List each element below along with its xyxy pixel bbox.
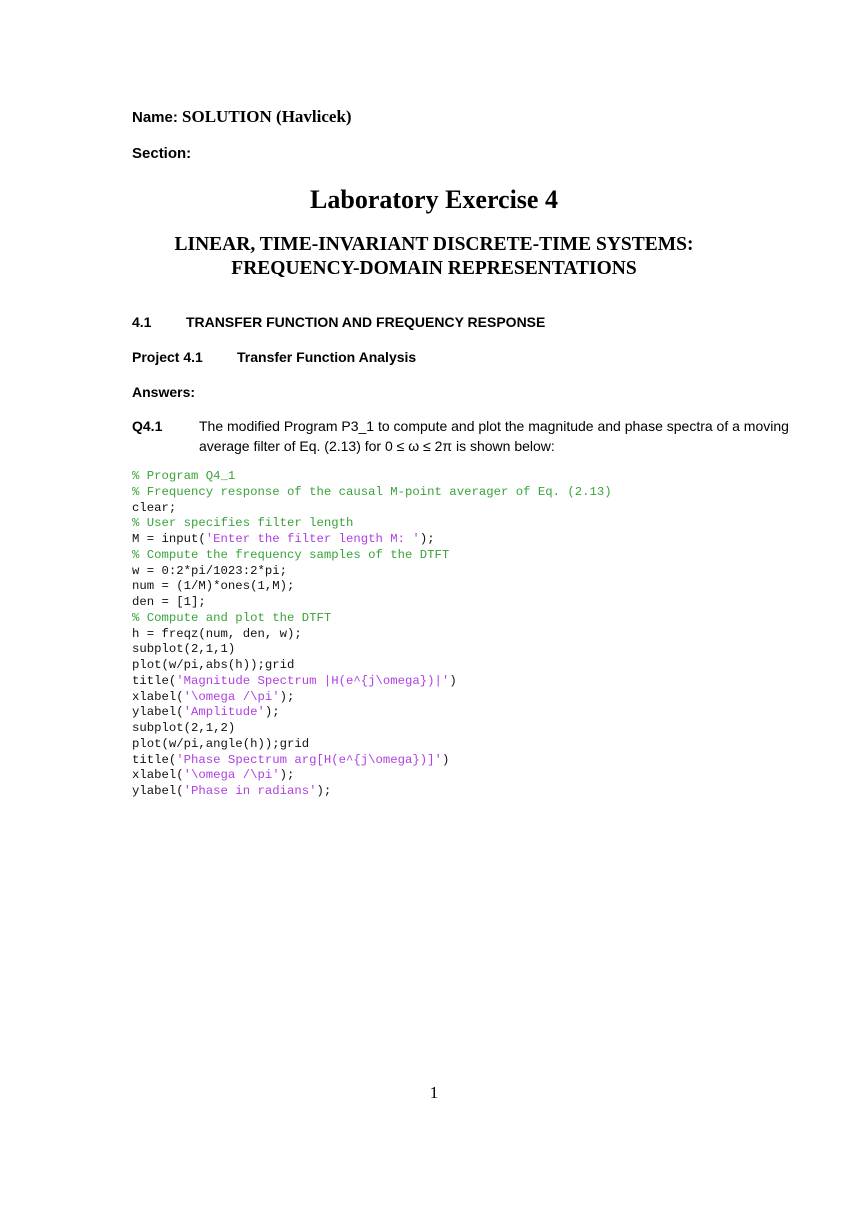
code-comment: % Compute the frequency samples of the DTFT xyxy=(132,547,450,562)
code-line xyxy=(132,721,612,737)
code-text: ); xyxy=(316,784,332,798)
name-label: Name: xyxy=(132,109,178,126)
code-text: M = input( xyxy=(132,532,206,546)
name-field xyxy=(132,107,352,127)
code-listing xyxy=(132,469,612,800)
code-text: den = [1]; xyxy=(132,595,206,609)
page-number: 1 xyxy=(429,1083,439,1102)
code-line xyxy=(132,737,612,753)
code-text: xlabel( xyxy=(132,689,184,704)
section-label: Section: xyxy=(132,145,192,162)
code-comment: % Frequency response of the causal M-point averager of Eq. (2.13) xyxy=(132,484,612,499)
code-text: ) xyxy=(441,752,450,767)
question-text-line2: average filter of Eq. (2.13) for 0 ≤ ω ≤ 2π is shown below: xyxy=(199,438,555,454)
code-text: ); xyxy=(264,705,280,720)
code-string: 'Amplitude' xyxy=(183,705,265,720)
project-title: Transfer Function Analysis xyxy=(237,349,417,365)
code-text: ylabel( xyxy=(132,784,184,798)
code-comment: % Program Q4_1 xyxy=(132,469,236,483)
code-line xyxy=(132,516,612,532)
code-line xyxy=(132,469,612,485)
code-text: ); xyxy=(279,689,295,704)
code-line xyxy=(132,753,612,769)
project-number: Project 4.1 xyxy=(132,349,203,365)
answers-label: Answers: xyxy=(132,384,196,400)
code-text: subplot(2,1,2) xyxy=(132,721,236,735)
code-line xyxy=(132,768,612,784)
code-string: '\omega /\pi' xyxy=(183,689,280,704)
code-text: num = (1/M)*ones(1,M); xyxy=(132,579,295,594)
code-text: ) xyxy=(449,673,457,688)
code-text: clear; xyxy=(132,500,177,515)
code-line xyxy=(132,548,612,564)
code-comment: % User specifies filter length xyxy=(132,516,354,531)
question-text-line1: The modified Program P3_1 to compute and plot the magnitude and phase spectra of a moving xyxy=(199,418,789,434)
document-title: Laboratory Exercise 4 xyxy=(310,185,558,214)
code-text: w = 0:2*pi/1023:2*pi; xyxy=(132,563,287,578)
code-text: ylabel( xyxy=(132,705,184,720)
code-text: plot(w/pi,abs(h));grid xyxy=(132,658,295,672)
code-text: h = freqz(num, den, w); xyxy=(132,626,302,641)
code-comment: % Compute and plot the DTFT xyxy=(132,610,332,625)
code-string: 'Magnitude Spectrum |H(e^{j\omega})|' xyxy=(176,673,450,688)
code-line xyxy=(132,642,612,658)
code-line xyxy=(132,485,612,501)
code-text: title( xyxy=(132,752,177,767)
code-line xyxy=(132,690,612,706)
section-number: 4.1 xyxy=(132,314,152,330)
code-line xyxy=(132,595,612,611)
code-line xyxy=(132,501,612,517)
code-line xyxy=(132,705,612,721)
code-string: 'Phase in radians' xyxy=(183,784,317,798)
code-line xyxy=(132,784,612,800)
code-text: ); xyxy=(279,768,295,783)
code-text: xlabel( xyxy=(132,768,184,783)
code-string: 'Enter the filter length M: ' xyxy=(205,532,420,546)
section-title: TRANSFER FUNCTION AND FREQUENCY RESPONSE xyxy=(186,314,546,330)
code-line xyxy=(132,611,612,627)
code-text: plot(w/pi,angle(h));grid xyxy=(132,736,310,751)
code-line xyxy=(132,658,612,674)
code-line xyxy=(132,674,612,690)
code-text: title( xyxy=(132,673,177,688)
code-string: '\omega /\pi' xyxy=(183,768,280,783)
document-subtitle-line1: LINEAR, TIME-INVARIANT DISCRETE-TIME SYSTEMS: xyxy=(174,234,694,255)
document-subtitle-line2: FREQUENCY-DOMAIN REPRESENTATIONS xyxy=(231,258,637,279)
question-label: Q4.1 xyxy=(132,418,163,434)
code-text: ); xyxy=(419,532,435,546)
code-line xyxy=(132,627,612,643)
code-line xyxy=(132,579,612,595)
code-line xyxy=(132,532,612,548)
code-string: 'Phase Spectrum arg[H(e^{j\omega})]' xyxy=(176,752,442,767)
name-value: SOLUTION (Havlicek) xyxy=(182,107,352,126)
code-text: subplot(2,1,1) xyxy=(132,642,236,657)
code-line xyxy=(132,564,612,580)
